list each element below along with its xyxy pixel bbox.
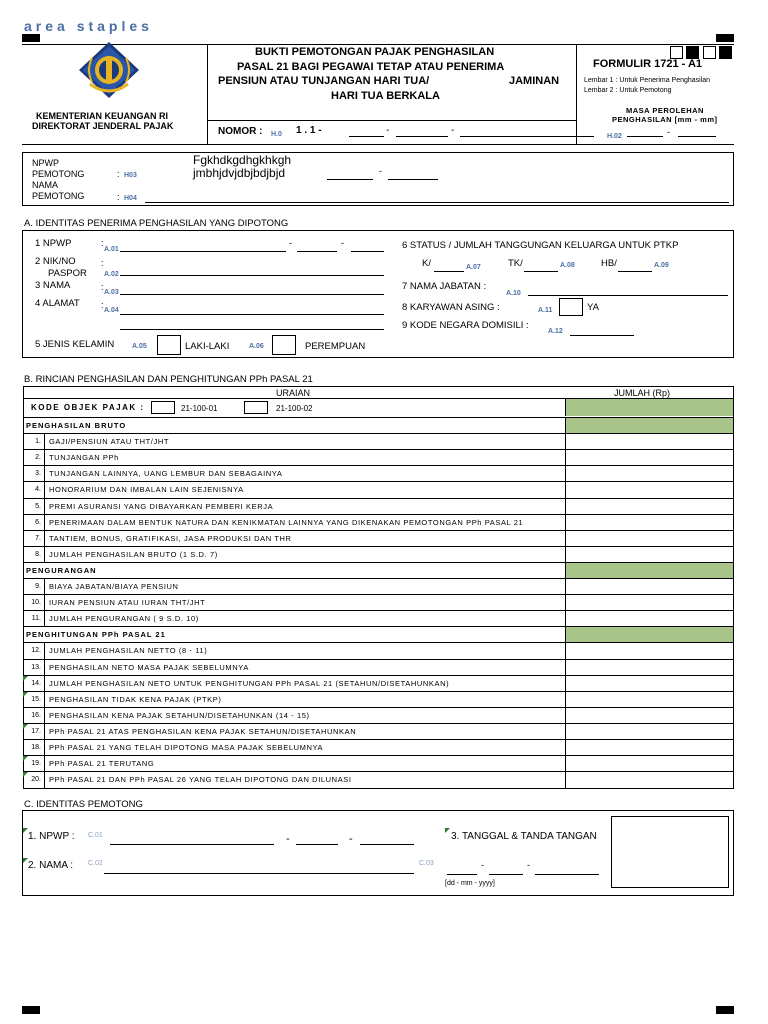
a4-colon: : — [101, 300, 104, 310]
code-h01: H.0 — [271, 131, 282, 138]
table-row — [23, 771, 733, 787]
row-description: JUMLAH PENGHASILAN BRUTO (1 S.D. 7) — [49, 549, 218, 559]
code-a12: A.12 — [548, 328, 563, 335]
code-h04: H04 — [124, 195, 137, 202]
a5-perempuan-checkbox[interactable] — [272, 335, 296, 355]
c3-dash-1: - — [481, 860, 484, 870]
row-amount-field[interactable] — [565, 482, 733, 498]
a5-laki-label: LAKI-LAKI — [185, 341, 230, 352]
nomor-field-2[interactable] — [396, 127, 448, 137]
nomor-dash-1: - — [386, 125, 390, 136]
a5-laki-checkbox[interactable] — [157, 335, 181, 355]
c1-dash-2: - — [349, 833, 353, 845]
masa-label-1: MASA PEROLEHAN — [626, 106, 704, 115]
header-divider-left — [207, 44, 208, 144]
row-description: JUMLAH PENGURANGAN ( 9 S.D. 10) — [49, 614, 199, 624]
a8-ya-label: YA — [587, 302, 599, 313]
a2-nik-label: 2 NIK/NO — [35, 256, 76, 267]
col-jumlah-header: JUMLAH (Rp) — [614, 388, 671, 398]
header-bottom-rule — [22, 144, 734, 145]
a6-tk-field[interactable] — [524, 262, 558, 272]
code-c02: C.02 — [88, 860, 103, 867]
pemotong-npwp-field-2[interactable] — [327, 170, 373, 180]
corner-mark-bottom-left — [22, 1006, 40, 1014]
row-number: 14. — [23, 676, 45, 692]
row-description: PENGHASILAN KENA PAJAK SETAHUN/DISETAHUNKAN (14 - 15) — [49, 710, 310, 720]
row-description: PENERIMAAN DALAM BENTUK NATURA DAN KENIKMATAN LAINNYA YANG DIKENAKAN PEMOTONGAN PPh PASAL 21 — [49, 517, 524, 527]
row-number: 10. — [23, 595, 45, 611]
a3-nama-label: 3 NAMA — [35, 280, 71, 291]
a6-hb-label: HB/ — [601, 258, 617, 269]
pemotong-value-2[interactable]: jmbhjdvjdbjbdjbjd — [193, 166, 286, 180]
form-box-3 — [703, 46, 716, 59]
a2-paspor-label: PASPOR — [48, 268, 87, 279]
row-description: PPh PASAL 21 ATAS PENGHASILAN KENA PAJAK SETAHUN/DISETAHUNKAN — [49, 726, 357, 736]
a7-jabatan-label: 7 NAMA JABATAN : — [402, 281, 487, 292]
a4-alamat-field-1[interactable] — [120, 305, 384, 315]
table-row — [23, 610, 733, 626]
form-title-line-2: PASAL 21 BAGI PEGAWAI TETAP ATAU PENERIMA — [237, 61, 505, 73]
row-amount-field[interactable] — [565, 692, 733, 708]
c1-dash-1: - — [286, 833, 290, 845]
form-title-line-3b: JAMINAN — [509, 75, 560, 87]
code-a01: A.01 — [104, 246, 119, 253]
a8-asing-label: 8 KARYAWAN ASING : — [402, 302, 500, 313]
row-number: 1. — [23, 434, 45, 450]
row-description: IURAN PENSIUN ATAU IURAN THT/JHT — [49, 598, 206, 608]
row-amount-field[interactable] — [565, 611, 733, 627]
pemotong-npwp-dash: - — [379, 166, 382, 176]
row-number: 4. — [23, 482, 45, 498]
c1-npwp-field-2[interactable] — [296, 835, 338, 845]
a3-nama-field[interactable] — [120, 285, 384, 295]
code-c01: C.01 — [88, 832, 103, 839]
section-b-title: B. RINCIAN PENGHASILAN DAN PENGHITUNGAN PPh PASAL 21 — [24, 374, 313, 385]
table-row — [23, 530, 733, 546]
pemotong-npwp-label: NPWP — [32, 158, 59, 168]
pemotong-label-2: PEMOTONG — [32, 191, 85, 201]
signature-box[interactable] — [611, 816, 729, 888]
a1-colon: : — [101, 238, 104, 248]
section-a-title: A. IDENTITAS PENERIMA PENGHASILAN YANG DIPOTONG — [24, 218, 289, 229]
row-amount-field[interactable] — [565, 676, 733, 692]
row-amount-field[interactable] — [565, 531, 733, 547]
nomor-field-3[interactable] — [460, 127, 594, 137]
watermark-text: area staples — [24, 18, 153, 34]
row-description: GAJI/PENSIUN ATAU THT/JHT — [49, 437, 170, 447]
form-name: FORMULIR 1721 - A1 — [593, 58, 703, 70]
row-amount-field[interactable] — [565, 643, 733, 659]
row-description: PENGHASILAN NETO MASA PAJAK SEBELUMNYA — [49, 662, 249, 672]
c1-npwp-field-3[interactable] — [360, 835, 414, 845]
a1-npwp-field-2[interactable] — [297, 242, 337, 252]
corner-mark-top-left — [22, 34, 40, 42]
masa-field-2[interactable] — [678, 127, 716, 137]
row-number: 13. — [23, 660, 45, 676]
row-number: 19. — [23, 756, 45, 772]
row-description: TUNJANGAN PPh — [49, 453, 119, 463]
row-number: 5. — [23, 499, 45, 515]
row-description: TANTIEM, BONUS, GRATIFIKASI, JASA PRODUKSI DAN THR — [49, 533, 292, 543]
row-amount-field[interactable] — [565, 466, 733, 482]
pemotong-nama-label: NAMA — [32, 180, 59, 190]
code-h03: H03 — [124, 172, 137, 179]
row-amount-field[interactable] — [565, 547, 733, 563]
lembar-2-note: Lembar 2 : Untuk Pemotong — [584, 87, 672, 94]
row-description: BIAYA JABATAN/BIAYA PENSIUN — [49, 582, 179, 591]
masa-dash: - — [667, 127, 670, 137]
row-number: 8. — [23, 547, 45, 563]
pemotong-npwp-colon: : — [117, 169, 120, 179]
c3-day-field[interactable] — [447, 865, 477, 875]
table-row — [23, 659, 733, 675]
table-row — [23, 755, 733, 771]
row-amount-field[interactable] — [565, 579, 733, 595]
a6-status-label: 6 STATUS / JUMLAH TANGGUNGAN KELUARGA UNTUK PTKP — [402, 240, 679, 251]
row-description: HONORARIUM DAN IMBALAN LAIN SEJENISNYA — [49, 485, 244, 495]
row-number: 12. — [23, 643, 45, 659]
nomor-prefix: 1 . 1 - — [296, 125, 322, 136]
table-row — [23, 594, 733, 610]
kode-value-2: 21-100-02 — [276, 404, 313, 413]
nomor-top-rule — [207, 120, 576, 121]
row-marker — [23, 724, 28, 729]
section-header-amount-cell — [565, 563, 733, 579]
masa-label-2: PENGHASILAN [mm - mm] — [612, 115, 718, 124]
code-a07: A.07 — [466, 264, 481, 271]
kode-value-1: 21-100-01 — [181, 404, 218, 413]
table-row — [23, 675, 733, 691]
a7-jabatan-field[interactable] — [528, 286, 728, 296]
a6-k-field[interactable] — [434, 262, 464, 272]
a5-gender-label: 5 JENIS KELAMIN — [35, 339, 115, 350]
corner-mark-bottom-right — [716, 1006, 734, 1014]
code-a09: A.09 — [654, 262, 669, 269]
code-c03: C.03 — [419, 860, 434, 867]
row-marker — [23, 692, 28, 697]
table-row — [23, 691, 733, 707]
c3-dash-2: - — [527, 860, 530, 870]
section-header-label: PENGHITUNGAN PPh PASAL 21 — [26, 630, 166, 640]
row-description: PREMI ASURANSI YANG DIBAYARKAN PEMBERI KERJA — [49, 501, 274, 511]
djp-logo-icon — [76, 40, 142, 102]
c3-date-hint: [dd - mm - yyyy] — [445, 880, 495, 887]
section-header-label: PENGURANGAN — [26, 565, 97, 575]
row-marker — [23, 772, 28, 777]
row-marker — [23, 756, 28, 761]
masa-field-1[interactable] — [627, 127, 663, 137]
section-header-amount-cell — [565, 627, 733, 643]
a4-alamat-label: 4 ALAMAT — [35, 298, 80, 309]
a9-negara-field[interactable] — [570, 326, 634, 336]
pemotong-npwp-field-3[interactable] — [388, 170, 438, 180]
c3-month-field[interactable] — [489, 865, 523, 875]
code-h02: H.02 — [607, 133, 622, 140]
c3-year-field[interactable] — [535, 865, 599, 875]
a6-hb-field[interactable] — [618, 262, 652, 272]
a1-npwp-field-1[interactable] — [120, 242, 286, 252]
a2-colon: : — [101, 258, 104, 268]
a6-tk-label: TK/ — [508, 258, 523, 269]
row-description: PPh PASAL 21 TERUTANG — [49, 759, 155, 769]
row-description: PPh PASAL 21 DAN PPh PASAL 26 YANG TELAH DIPOTONG DAN DILUNASI — [49, 775, 352, 785]
row-amount-field[interactable] — [565, 434, 733, 450]
table-row — [23, 433, 733, 449]
row-number: 2. — [23, 450, 45, 466]
form-title-line-3a: PENSIUN ATAU TUNJANGAN HARI TUA/ — [218, 75, 430, 87]
code-a06: A.06 — [249, 343, 264, 350]
row-description: PPh PASAL 21 YANG TELAH DIPOTONG MASA PAJAK SEBELUMNYA — [49, 743, 324, 752]
a9-negara-label: 9 KODE NEGARA DOMISILI : — [402, 320, 529, 331]
nomor-label: NOMOR : — [218, 126, 263, 137]
table-row — [23, 449, 733, 465]
table-row — [23, 739, 733, 755]
form-box-4 — [719, 46, 732, 59]
code-a02: A.02 — [104, 271, 119, 278]
row-number: 18. — [23, 740, 45, 756]
kode-amount-cell — [565, 399, 733, 416]
form-title-line-1: BUKTI PEMOTONGAN PAJAK PENGHASILAN — [255, 46, 495, 58]
corner-mark-top-right — [716, 34, 734, 42]
row-description: JUMLAH PENGHASILAN NETO UNTUK PENGHITUNGAN PPh PASAL 21 (SETAHUN/DISETAHUNKAN) — [49, 678, 450, 688]
code-a03: A.03 — [104, 289, 119, 296]
col-uraian-header: URAIAN — [276, 388, 311, 398]
row-description: PENGHASILAN TIDAK KENA PAJAK (PTKP) — [49, 694, 222, 704]
a4-alamat-field-2[interactable] — [120, 320, 384, 330]
row-number: 17. — [23, 724, 45, 740]
kode-checkbox-1[interactable] — [151, 401, 175, 414]
row-number: 9. — [23, 579, 45, 595]
c2-nama-field[interactable] — [104, 864, 414, 874]
row-amount-field[interactable] — [565, 708, 733, 724]
c3-tanggal-label: 3. TANGGAL & TANDA TANGAN — [451, 831, 597, 842]
form-title-line-4: HARI TUA BERKALA — [331, 90, 440, 102]
code-a10: A.10 — [506, 290, 521, 297]
nomor-field-1[interactable] — [349, 127, 384, 137]
section-header-label: PENGHASILAN BRUTO — [26, 421, 127, 430]
c3-marker — [445, 828, 450, 833]
row-number: 15. — [23, 692, 45, 708]
table-row — [23, 481, 733, 497]
section-c-title: C. IDENTITAS PEMOTONG — [24, 799, 143, 810]
row-number: 7. — [23, 531, 45, 547]
a1-npwp-label: 1 NPWP — [35, 238, 72, 249]
pemotong-nama-colon: : — [117, 192, 120, 202]
a5-perempuan-label: PEREMPUAN — [305, 341, 366, 352]
a8-asing-checkbox[interactable] — [559, 298, 583, 316]
section-header-row — [23, 562, 733, 578]
table-row — [23, 578, 733, 594]
a1-npwp-field-3[interactable] — [351, 242, 384, 252]
code-a04: A.04 — [104, 307, 119, 314]
nomor-dash-2: - — [451, 125, 455, 136]
pemotong-label: PEMOTONG — [32, 169, 85, 179]
row-amount-field[interactable] — [565, 450, 733, 466]
section-header-amount-cell — [565, 418, 733, 434]
code-a11: A.11 — [538, 307, 553, 314]
section-header-row — [23, 417, 733, 433]
row-description: JUMLAH PENGHASILAN NETTO (8 - 11) — [49, 646, 208, 656]
kode-checkbox-2[interactable] — [244, 401, 268, 414]
row-amount-field[interactable] — [565, 740, 733, 756]
row-amount-field[interactable] — [565, 724, 733, 740]
code-a05: A.05 — [132, 343, 147, 350]
a1-dash-1: - — [289, 238, 292, 248]
a2-nik-field[interactable] — [120, 266, 384, 276]
row-amount-field[interactable] — [565, 499, 733, 515]
table-row — [23, 465, 733, 481]
a3-colon: : — [101, 282, 104, 292]
section-header-row — [23, 626, 733, 642]
kode-objek-label: KODE OBJEK PAJAK : — [31, 403, 145, 412]
pemotong-nama-field[interactable] — [145, 193, 729, 203]
table-row — [23, 498, 733, 514]
c1-npwp-label: 1. NPWP : — [28, 831, 75, 842]
pemotong-value-1[interactable]: Fgkhdkgdhgkhkgh — [193, 153, 292, 167]
c2-nama-label: 2. NAMA : — [28, 860, 74, 871]
row-number: 3. — [23, 466, 45, 482]
row-amount-field[interactable] — [565, 660, 733, 676]
row-amount-field[interactable] — [565, 772, 733, 788]
row-number: 16. — [23, 708, 45, 724]
ministry-line-1: KEMENTERIAN KEUANGAN RI — [36, 111, 169, 121]
row-marker — [23, 676, 28, 681]
table-row — [23, 514, 733, 530]
code-a08: A.08 — [560, 262, 575, 269]
a6-k-label: K/ — [422, 258, 431, 269]
row-number: 20. — [23, 772, 45, 788]
table-row — [23, 642, 733, 658]
lembar-1-note: Lembar 1 : Untuk Penerima Penghasilan — [584, 77, 711, 84]
row-amount-field[interactable] — [565, 595, 733, 611]
ministry-line-2: DIREKTORAT JENDERAL PAJAK — [32, 121, 174, 131]
row-description: TUNJANGAN LAINNYA, UANG LEMBUR DAN SEBAGAINYA — [49, 469, 283, 479]
row-number: 6. — [23, 515, 45, 531]
a1-dash-2: - — [341, 238, 344, 248]
c1-npwp-field-1[interactable] — [110, 835, 274, 845]
table-row — [23, 707, 733, 723]
row-amount-field[interactable] — [565, 756, 733, 772]
table-row — [23, 546, 733, 562]
row-number: 11. — [23, 611, 45, 627]
row-amount-field[interactable] — [565, 515, 733, 531]
table-row — [23, 723, 733, 739]
